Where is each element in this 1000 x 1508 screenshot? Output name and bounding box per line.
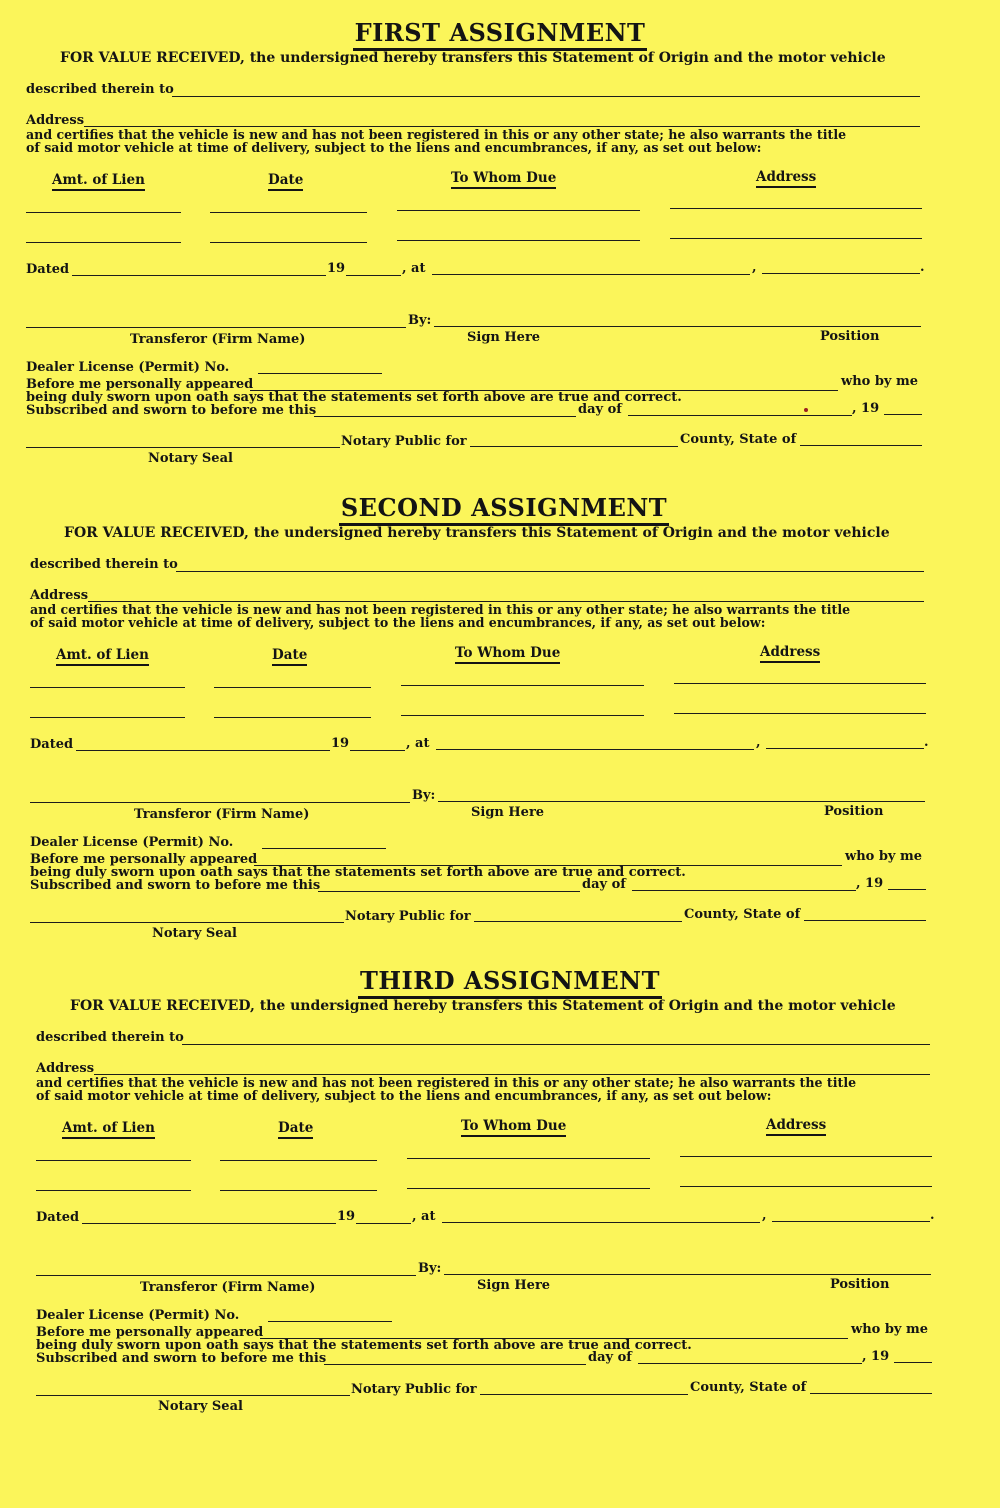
sworn-year-line[interactable]: [888, 889, 926, 890]
transferor-line[interactable]: [26, 327, 406, 328]
before-me-label: Before me personally appeared: [36, 1325, 264, 1340]
year-suffix-label: , 19: [862, 1349, 890, 1364]
sworn-day-line[interactable]: [318, 891, 580, 892]
sworn-month-line[interactable]: [628, 415, 852, 416]
period-label: .: [920, 260, 925, 275]
lien-amount-line-1[interactable]: [30, 687, 185, 688]
year-suffix-label: , 19: [856, 876, 884, 891]
amount-of-lien-text: Amt. of Lien: [62, 1120, 155, 1139]
lien-date-line-2[interactable]: [220, 1190, 377, 1191]
lien-date-line-2[interactable]: [214, 717, 371, 718]
notary-seal-caption: Notary Seal: [152, 926, 237, 941]
section-title: [0, 18, 1000, 47]
dated-line[interactable]: [82, 1223, 336, 1224]
lien-amount-line-2[interactable]: [30, 717, 185, 718]
dealer-license-line[interactable]: [262, 848, 386, 849]
lien-date-line-1[interactable]: [220, 1160, 377, 1161]
year-prefix-label: 19: [327, 261, 346, 276]
ink-mark: [804, 408, 808, 412]
lien-holder-line-2[interactable]: [401, 715, 644, 716]
lien-date-line-1[interactable]: [214, 687, 371, 688]
dealer-license-label: Dealer License (Permit) No.: [36, 1308, 240, 1323]
certifies-text-line1: and certifies that the vehicle is new and has not been registered in this or any other state; he also warrants the title: [30, 602, 851, 617]
amount-of-lien-text: Amt. of Lien: [52, 172, 145, 191]
column-header-address: [766, 1117, 826, 1133]
described-therein-label: described therein to: [30, 557, 178, 572]
to-whom-due-text: To Whom Due: [451, 170, 556, 189]
lien-address-line-1[interactable]: [674, 683, 926, 684]
at-label: , at: [406, 736, 430, 751]
dated-line[interactable]: [76, 750, 330, 751]
who-by-me-label: who by me: [851, 1322, 929, 1337]
transferor-caption: Transferor (Firm Name): [134, 807, 310, 822]
certifies-text-line1: and certifies that the vehicle is new and has not been registered in this or any other state; he also warrants the title: [36, 1075, 857, 1090]
lien-address-line-2[interactable]: [680, 1186, 932, 1187]
described-therein-label: described therein to: [26, 82, 174, 97]
year-prefix-label: 19: [331, 736, 350, 751]
column-header-address: [760, 644, 820, 660]
place-line[interactable]: [442, 1222, 760, 1223]
sworn-month-line[interactable]: [638, 1363, 862, 1364]
notary-state-line[interactable]: [810, 1393, 932, 1394]
signature-line[interactable]: [438, 801, 925, 802]
amount-of-lien-text: Amt. of Lien: [56, 647, 149, 666]
position-caption: Position: [830, 1277, 890, 1292]
column-header-to-whom-due: [451, 170, 556, 186]
column-header-amount-of-lien: [62, 1120, 155, 1136]
year-line[interactable]: [350, 750, 405, 751]
comma-label: ,: [756, 735, 761, 750]
duly-sworn-text: being duly sworn upon oath says that the statements set forth above are true and correct.: [36, 1338, 692, 1353]
sworn-month-line[interactable]: [632, 890, 856, 891]
sign-here-caption: Sign Here: [467, 330, 541, 345]
lien-amount-line-2[interactable]: [36, 1190, 191, 1191]
transferee-line[interactable]: [182, 1044, 930, 1045]
transferee-line[interactable]: [176, 571, 924, 572]
sworn-year-line[interactable]: [894, 1362, 932, 1363]
third-assignment-section: [10, 966, 1000, 1436]
lien-amount-line-1[interactable]: [26, 212, 181, 213]
column-header-amount-of-lien: [56, 647, 149, 663]
state-line[interactable]: [766, 748, 924, 749]
comma-label: ,: [752, 260, 757, 275]
place-line[interactable]: [432, 274, 750, 275]
column-header-amount-of-lien: [52, 172, 145, 188]
column-header-to-whom-due: [461, 1118, 566, 1134]
lien-address-line-1[interactable]: [680, 1156, 932, 1157]
section-title-text: SECOND ASSIGNMENT: [339, 493, 669, 526]
county-state-label: County, State of: [690, 1380, 807, 1395]
certifies-text-line2: of said motor vehicle at time of delivery, subject to the liens and encumbrances, if any, as set out below:: [36, 1088, 772, 1103]
sworn-day-line[interactable]: [314, 416, 576, 417]
notary-name-line[interactable]: [30, 922, 344, 923]
transfer-statement: FOR VALUE RECEIVED, the undersigned hereby transfers this Statement of Origin and the motor vehicle: [70, 998, 896, 1014]
dealer-license-line[interactable]: [258, 373, 382, 374]
who-by-me-label: who by me: [841, 374, 919, 389]
day-of-label: day of: [582, 877, 626, 892]
position-caption: Position: [820, 329, 880, 344]
certifies-text-line1: and certifies that the vehicle is new and has not been registered in this or any other state; he also warrants the title: [26, 127, 847, 142]
section-title-text: FIRST ASSIGNMENT: [353, 18, 648, 51]
state-line[interactable]: [772, 1221, 930, 1222]
sworn-year-line[interactable]: [884, 414, 922, 415]
notary-public-label: Notary Public for: [351, 1382, 477, 1397]
lien-holder-line-2[interactable]: [397, 240, 640, 241]
notary-seal-caption: Notary Seal: [148, 451, 233, 466]
address-label: Address: [26, 113, 85, 128]
comma-label: ,: [762, 1208, 767, 1223]
day-of-label: day of: [578, 402, 622, 417]
section-title: [10, 966, 1000, 995]
signature-line[interactable]: [434, 326, 921, 327]
certifies-text-line2: of said motor vehicle at time of delivery, subject to the liens and encumbrances, if any, as set out below:: [26, 140, 762, 155]
lien-address-line-1[interactable]: [670, 208, 922, 209]
notary-county-line[interactable]: [474, 921, 682, 922]
state-line[interactable]: [762, 273, 920, 274]
notary-county-line[interactable]: [470, 446, 678, 447]
county-state-label: County, State of: [684, 907, 801, 922]
period-label: .: [930, 1208, 935, 1223]
position-caption: Position: [824, 804, 884, 819]
lien-address-line-2[interactable]: [674, 713, 926, 714]
column-header-date: [278, 1120, 313, 1136]
to-whom-due-text: To Whom Due: [461, 1118, 566, 1137]
year-suffix-label: , 19: [852, 401, 880, 416]
second-assignment-section: [4, 493, 1000, 963]
certifies-text-line2: of said motor vehicle at time of delivery, subject to the liens and encumbrances, if any, as set out below:: [30, 615, 766, 630]
dealer-license-label: Dealer License (Permit) No.: [26, 360, 230, 375]
duly-sworn-text: being duly sworn upon oath says that the statements set forth above are true and correct.: [26, 390, 682, 405]
before-me-label: Before me personally appeared: [26, 377, 254, 392]
notary-state-line[interactable]: [804, 920, 926, 921]
by-label: By:: [412, 788, 436, 803]
year-prefix-label: 19: [337, 1209, 356, 1224]
lien-date-line-1[interactable]: [210, 212, 367, 213]
notary-name-line[interactable]: [26, 447, 340, 448]
at-label: , at: [412, 1209, 436, 1224]
year-line[interactable]: [346, 275, 401, 276]
lien-date-line-2[interactable]: [210, 242, 367, 243]
transfer-statement: FOR VALUE RECEIVED, the undersigned hereby transfers this Statement of Origin and the motor vehicle: [64, 525, 890, 541]
notary-seal-caption: Notary Seal: [158, 1399, 243, 1414]
dealer-license-label: Dealer License (Permit) No.: [30, 835, 234, 850]
transferor-line[interactable]: [36, 1275, 416, 1276]
notary-state-line[interactable]: [800, 445, 922, 446]
address-label: Address: [36, 1061, 95, 1076]
notary-public-label: Notary Public for: [345, 909, 471, 924]
subscribed-label: Subscribed and sworn to before me this: [26, 403, 317, 418]
dealer-license-line[interactable]: [268, 1321, 392, 1322]
described-therein-label: described therein to: [36, 1030, 184, 1045]
lien-amount-line-2[interactable]: [26, 242, 181, 243]
duly-sworn-text: being duly sworn upon oath says that the statements set forth above are true and correct.: [30, 865, 686, 880]
period-label: .: [924, 735, 929, 750]
first-assignment-section: [0, 18, 1000, 488]
lien-holder-line-1[interactable]: [397, 210, 640, 211]
lien-holder-line-1[interactable]: [407, 1158, 650, 1159]
sign-here-caption: Sign Here: [477, 1278, 551, 1293]
address-header-text: Address: [766, 1117, 826, 1136]
column-header-address: [756, 169, 816, 185]
at-label: , at: [402, 261, 426, 276]
section-title: [4, 493, 1000, 522]
address-header-text: Address: [760, 644, 820, 663]
section-title-text: THIRD ASSIGNMENT: [358, 966, 662, 999]
lien-amount-line-1[interactable]: [36, 1160, 191, 1161]
dated-label: Dated: [26, 262, 70, 277]
sign-here-caption: Sign Here: [471, 805, 545, 820]
by-label: By:: [408, 313, 432, 328]
transfer-statement: FOR VALUE RECEIVED, the undersigned hereby transfers this Statement of Origin and the motor vehicle: [60, 50, 886, 66]
who-by-me-label: who by me: [845, 849, 923, 864]
date-header-text: Date: [278, 1120, 313, 1139]
signature-line[interactable]: [444, 1274, 931, 1275]
transferee-line[interactable]: [172, 96, 920, 97]
date-header-text: Date: [272, 647, 307, 666]
date-header-text: Date: [268, 172, 303, 191]
transferor-line[interactable]: [30, 802, 410, 803]
column-header-to-whom-due: [455, 645, 560, 661]
sworn-day-line[interactable]: [324, 1364, 586, 1365]
day-of-label: day of: [588, 1350, 632, 1365]
transferor-caption: Transferor (Firm Name): [130, 332, 306, 347]
transferor-caption: Transferor (Firm Name): [140, 1280, 316, 1295]
dated-line[interactable]: [72, 275, 326, 276]
subscribed-label: Subscribed and sworn to before me this: [30, 878, 321, 893]
notary-public-label: Notary Public for: [341, 434, 467, 449]
dated-label: Dated: [30, 737, 74, 752]
subscribed-label: Subscribed and sworn to before me this: [36, 1351, 327, 1366]
lien-holder-line-1[interactable]: [401, 685, 644, 686]
by-label: By:: [418, 1261, 442, 1276]
address-header-text: Address: [756, 169, 816, 188]
column-header-date: [268, 172, 303, 188]
lien-holder-line-2[interactable]: [407, 1188, 650, 1189]
county-state-label: County, State of: [680, 432, 797, 447]
before-me-label: Before me personally appeared: [30, 852, 258, 867]
to-whom-due-text: To Whom Due: [455, 645, 560, 664]
year-line[interactable]: [356, 1223, 411, 1224]
column-header-date: [272, 647, 307, 663]
lien-address-line-2[interactable]: [670, 238, 922, 239]
notary-county-line[interactable]: [480, 1394, 688, 1395]
dated-label: Dated: [36, 1210, 80, 1225]
place-line[interactable]: [436, 749, 754, 750]
notary-name-line[interactable]: [36, 1395, 350, 1396]
address-label: Address: [30, 588, 89, 603]
